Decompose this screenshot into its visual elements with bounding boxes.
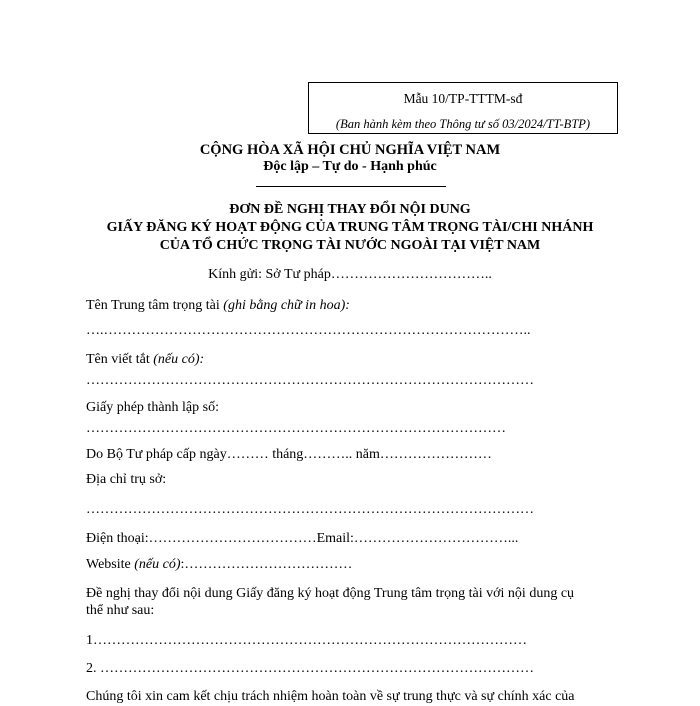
- center-name-fill-line: ….………………………………………………………………………………..: [86, 323, 531, 338]
- license-number-label: Giấy phép thành lập số:: [86, 400, 219, 415]
- form-code-box: [308, 82, 618, 134]
- website-label: Website: [86, 557, 135, 572]
- form-issued-note: (Ban hành kèm theo Thông tư số 03/2024/TT-BTP): [335, 117, 591, 131]
- website-hint: (nếu có): [134, 557, 181, 572]
- website-fill: :………………………………: [180, 557, 353, 572]
- issued-date-line: Do Bộ Tư pháp cấp ngày……… tháng……….. năm……………………: [86, 447, 492, 462]
- addressee-line: Kính gửi: Sở Tư pháp……………………………..: [208, 267, 492, 282]
- license-number-fill-line: ………………………………………………………………………………: [86, 421, 506, 436]
- document-title-line-3: CỦA TỔ CHỨC TRỌNG TÀI NƯỚC NGOÀI TẠI VIỆT NAM: [159, 238, 541, 253]
- request-text-line-1: Đề nghị thay đổi nội dung Giấy đăng ký hoạt động Trung tâm trọng tài với nội dung cụ: [86, 586, 575, 601]
- website-line: [86, 556, 352, 574]
- abbreviation-label: [86, 351, 204, 369]
- form-code: Mẫu 10/TP-TTTM-sđ: [403, 91, 523, 106]
- center-name-label: [86, 297, 350, 315]
- phone-email-line: Điện thoại:………………………………Email:……………………………...: [86, 531, 519, 546]
- center-name-label-text: Tên Trung tâm trọng tài: [86, 298, 224, 313]
- nation-heading: CỘNG HÒA XÃ HỘI CHỦ NGHĨA VIỆT NAM: [199, 142, 501, 158]
- abbreviation-hint: (nếu có):: [153, 352, 205, 367]
- document-title-line-2: GIẤY ĐĂNG KÝ HOẠT ĐỘNG CỦA TRUNG TÂM TRỌNG TÀI/CHI NHÁNH: [106, 220, 594, 235]
- request-item-2: 2. …………………………………………………………………………………: [86, 661, 534, 676]
- abbreviation-label-text: Tên viết tắt: [86, 352, 154, 367]
- header-divider: [256, 186, 446, 187]
- abbreviation-fill-line: ……………………………………………………………………………………: [86, 373, 534, 388]
- address-fill-line: ……………………………………………………………………………………: [86, 502, 534, 517]
- address-label: Địa chỉ trụ sở:: [86, 472, 167, 487]
- motto-heading: Độc lập – Tự do - Hạnh phúc: [263, 159, 437, 174]
- request-text-line-2: thể như sau:: [86, 603, 155, 618]
- commitment-text: Chúng tôi xin cam kết chịu trách nhiệm hoàn toàn về sự trung thực và sự chính xác của: [86, 689, 575, 704]
- document-title-line-1: ĐƠN ĐỀ NGHỊ THAY ĐỔI NỘI DUNG: [229, 202, 471, 217]
- request-item-1: 1…………………………………………………………………………………: [86, 633, 527, 648]
- center-name-hint: (ghi bằng chữ in hoa):: [223, 298, 350, 313]
